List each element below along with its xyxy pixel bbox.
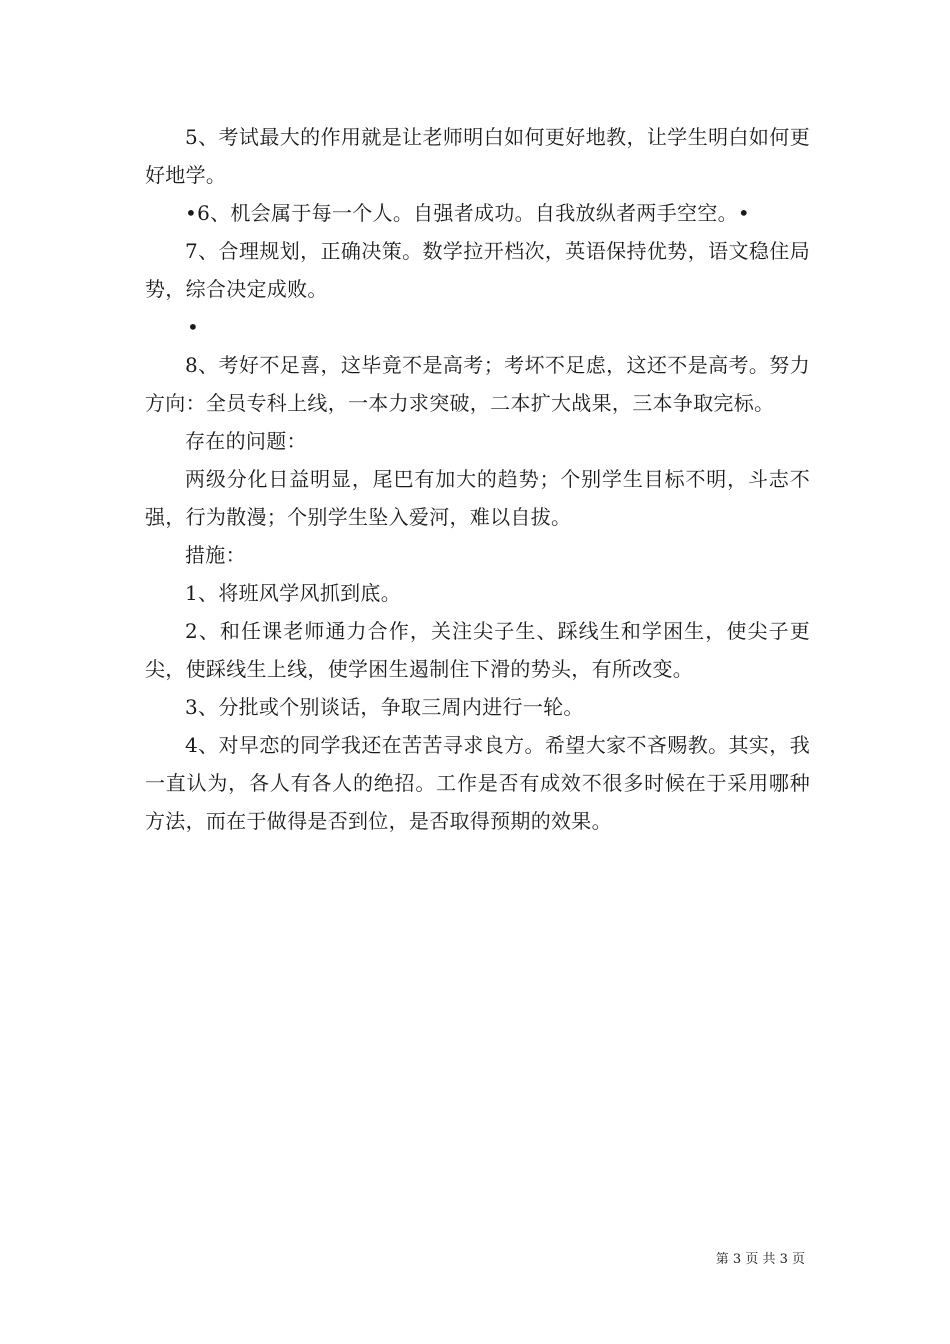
section-heading-measures: 措施：	[185, 543, 246, 567]
measure-item-2: 2、和任课老师通力合作，关注尖子生、踩线生和学困生，使尖子更尖，使踩线生上线，使学困生遏制住下滑的势头，有所改变。	[145, 619, 810, 681]
paragraph-item-5: 5、考试最大的作用就是让老师明白如何更好地教，让学生明白如何更好地学。	[145, 125, 810, 187]
page-number-footer: 第 3 页 共 3 页	[715, 1252, 805, 1267]
paragraph-item-7: 7、合理规划，正确决策。数学拉开档次，英语保持优势，语文稳住局势，综合决定成败。	[145, 239, 810, 301]
bullet-marker: •	[187, 315, 200, 339]
section-heading-problems: 存在的问题：	[185, 429, 307, 453]
measure-item-1: 1、将班风学风抓到底。	[185, 581, 402, 605]
paragraph-item-8: 8、考好不足喜，这毕竟不是高考；考坏不足虑，这还不是高考。努力方向：全员专科上线，一本力求突破，二本扩大战果，三本争取完标。	[145, 353, 810, 415]
measure-item-4: 4、对早恋的同学我还在苦苦寻求良方。希望大家不吝赐教。其实，我一直认为，各人有各人的绝招。工作是否有成效不很多时候在于采用哪种方法，而在于做得是否到位，是否取得预期的效果。	[145, 733, 810, 833]
paragraph-item-6: •6、机会属于每一个人。自强者成功。自我放纵者两手空空。•	[185, 201, 751, 225]
paragraph-problems: 两级分化日益明显，尾巴有加大的趋势；个别学生目标不明，斗志不强，行为散漫；个别学生坠入爱河，难以自拔。	[145, 467, 810, 529]
measure-item-3: 3、分批或个别谈话，争取三周内进行一轮。	[185, 695, 584, 719]
document-body	[145, 118, 810, 840]
